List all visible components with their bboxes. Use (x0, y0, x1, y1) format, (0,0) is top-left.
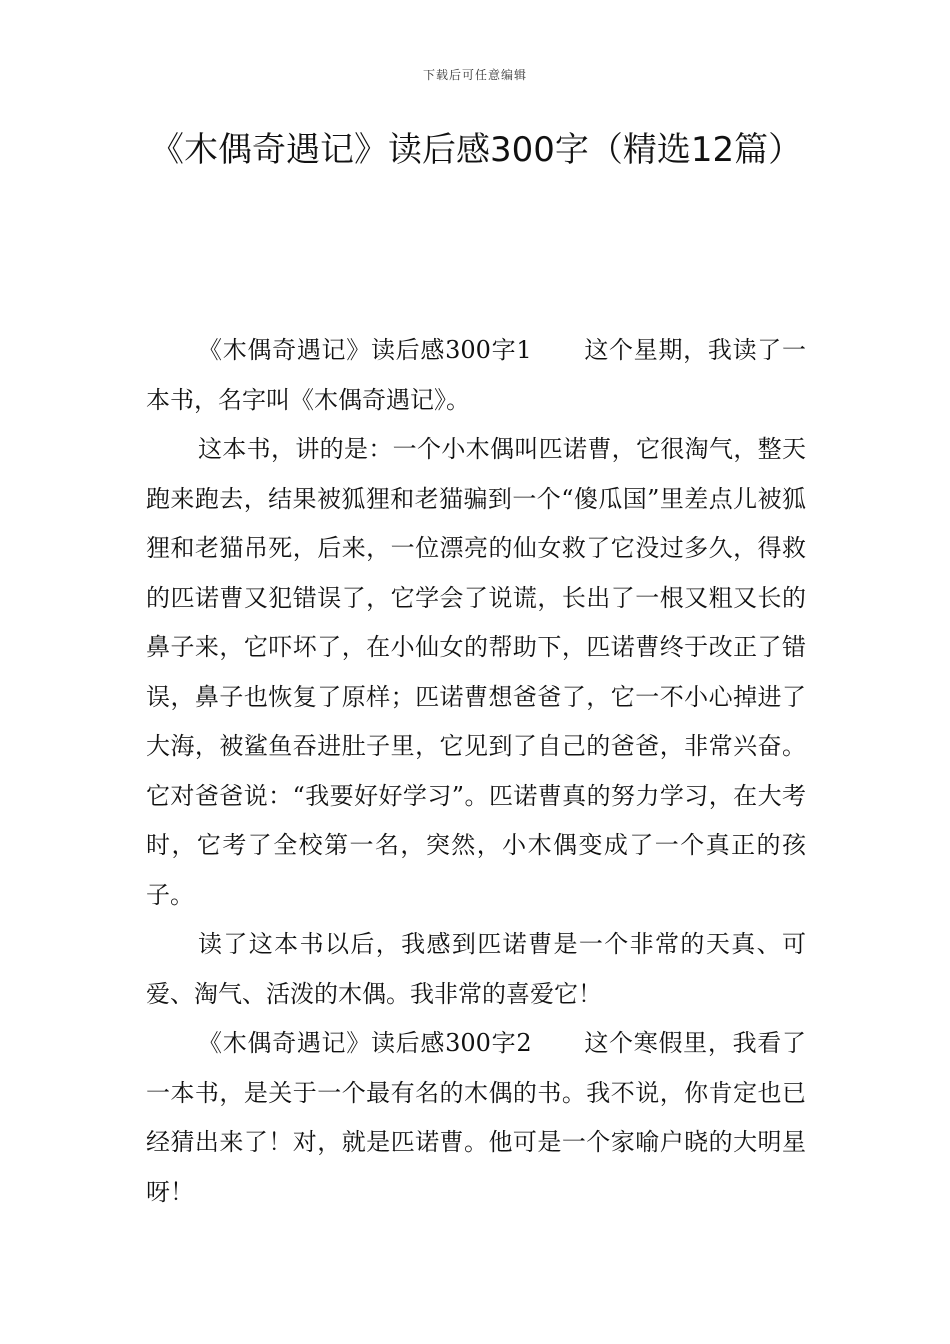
paragraph-3 (146, 920, 806, 1019)
paragraph-text: 这个星期，我读了一本书，名字叫《木偶奇遇记》。 (146, 336, 807, 414)
paragraph-1 (146, 326, 806, 425)
header-note: 下载后可任意编辑 (422, 68, 527, 82)
section-heading-2: 《木偶奇遇记》读后感300字2 (198, 1029, 532, 1057)
section-heading-1: 《木偶奇遇记》读后感300字1 (198, 336, 532, 364)
paragraph-text: 读了这本书以后，我感到匹诺曹是一个非常的天真、可爱、淘气、活泼的木偶。我非常的喜爱它！ (146, 930, 806, 1008)
document-body (146, 326, 806, 1217)
paragraph-text: 这个寒假里，我看了一本书，是关于一个最有名的木偶的书。我不说，你肯定也已经猜出来了！对，就是匹诺曹。他可是一个家喻户晓的大明星呀！ (146, 1029, 807, 1206)
paragraph-4 (146, 1019, 806, 1217)
paragraph-2 (146, 425, 806, 920)
paragraph-text: 这本书，讲的是：一个小木偶叫匹诺曹，它很淘气，整天跑来跑去，结果被狐狸和老猫骗到一个“傻瓜国”里差点儿被狐狸和老猫吊死，后来，一位漂亮的仙女救了它没过多久，得救的匹诺曹又犯错误了，它学会了说谎，长出了一根又粗又长的鼻子来，它吓坏了，在小仙女的帮助下，匹诺曹终于改正了错误，鼻子也恢复了原样；匹诺曹想爸爸了，它一不小心掉进了大海，被鲨鱼吞进肚子里，它见到了自己的爸爸，非常兴奋。它对爸爸说：“我要好好学习”。匹诺曹真的努力学习，在大考时，它考了全校第一名，突然，小木偶变成了一个真正的孩子。 (146, 435, 806, 909)
document-title: 《木偶奇遇记》读后感300字（精选12篇） (150, 130, 803, 170)
